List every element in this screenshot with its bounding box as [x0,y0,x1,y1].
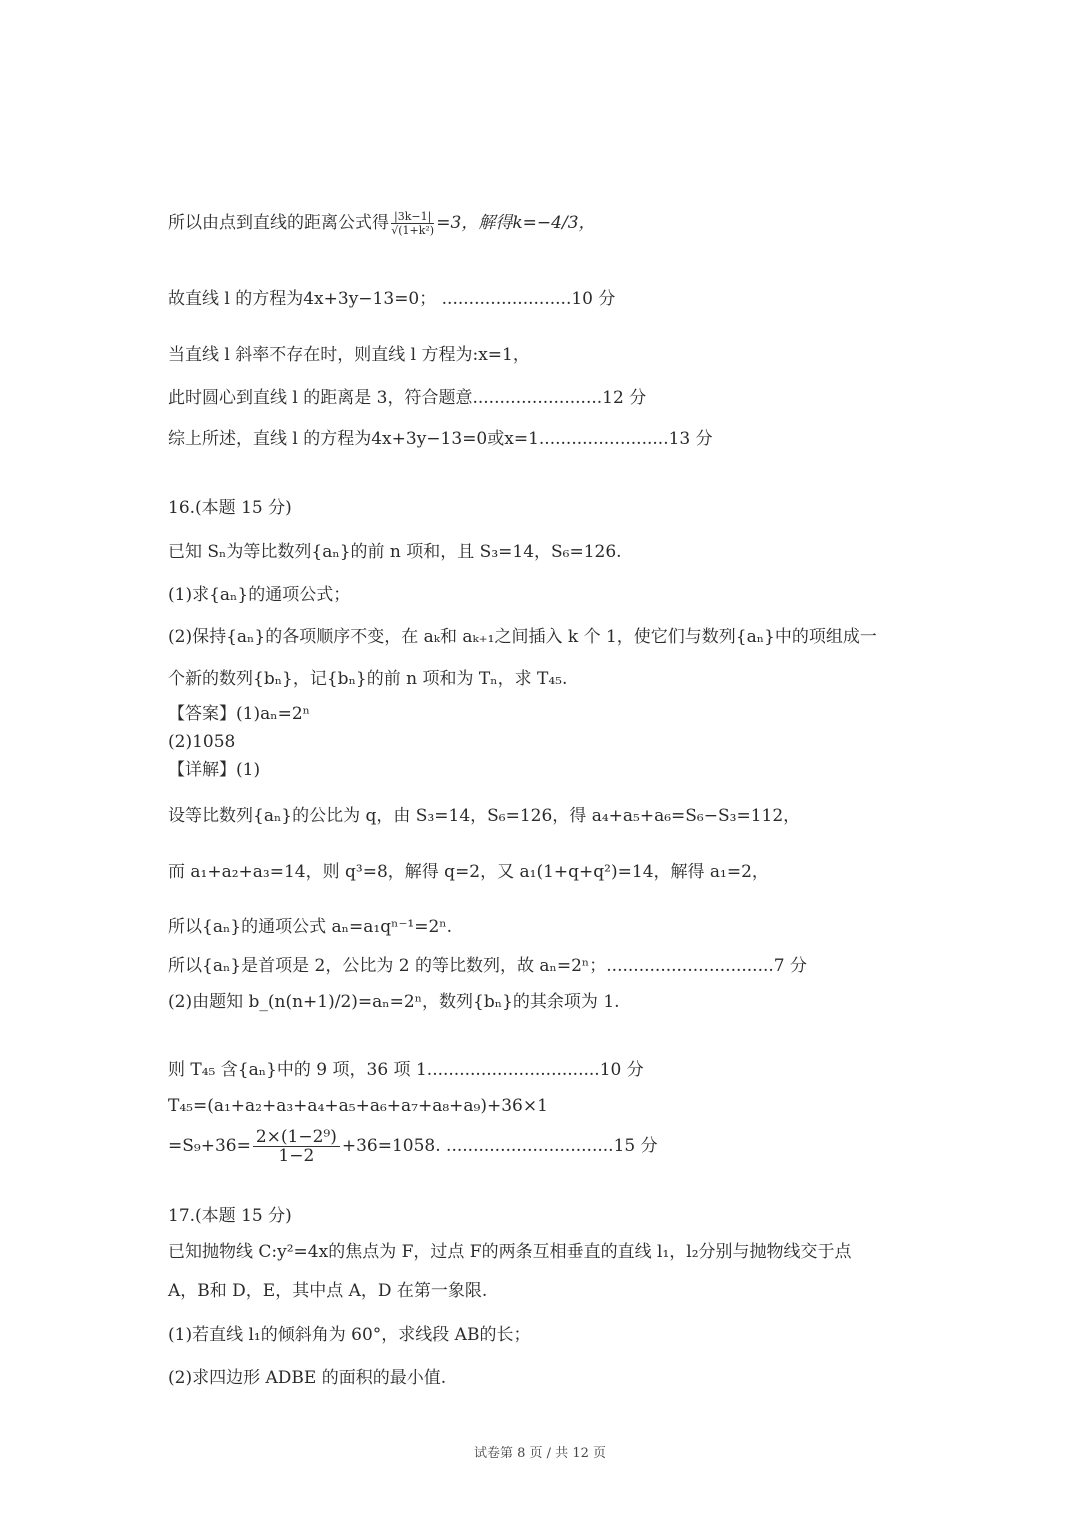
problem-17-part-1 [168,1323,530,1347]
line-text: 16.(本题 15 分) [168,498,292,518]
distance-check-line [168,386,646,410]
distance-formula-line [168,210,596,237]
line-text: 故直线 l 的方程为4x+3y−13=0； [168,289,437,309]
line-text: =3，解得k=−4/3， [436,213,596,233]
fraction-numerator: 2×(1−2⁹) [253,1128,340,1147]
line-text: +36=1058. [341,1136,441,1156]
solution-sum-expansion [168,1094,548,1118]
solution-step-3 [168,915,452,939]
line-text: (1)若直线 l₁的倾斜角为 60°，求线段 AB的长； [168,1325,531,1345]
line-text: 17.(本题 15 分) [168,1206,292,1226]
line-text: (2)1058 [168,732,236,752]
line-text: 【详解】(1) [168,760,261,780]
solution-step-1 [168,804,800,828]
score-marker: ...............................10 分 [432,1060,644,1080]
line-text: 所以由点到直线的距离公式得 [168,213,389,233]
solution-step-4 [168,954,807,978]
answer-line-2 [168,730,235,754]
problem-16-part-1 [168,583,350,607]
score-marker: ...............................15 分 [446,1136,658,1156]
line-text: (2)求四边形 ADBE 的面积的最小值. [168,1368,447,1388]
line-text: 所以{aₙ}是首项是 2，公比为 2 的等比数列，故 aₙ=2ⁿ； [168,956,607,976]
line-text: 此时圆心到直线 l 的距离是 3，符合题意 [168,388,473,408]
answer-line [168,702,310,726]
explanation-heading [168,758,260,782]
line-text: 已知 Sₙ为等比数列{aₙ}的前 n 项和，且 S₃=14，S₆=126. [168,542,622,562]
score-marker: ........................13 分 [538,429,713,449]
line-text: 设等比数列{aₙ}的公比为 q，由 S₃=14，S₆=126，得 a₄+a₅+a₆=S₆−S₃=112， [168,806,801,826]
line-text: A，B和 D，E，其中点 A，D 在第一象限. [168,1281,488,1301]
problem-17-statement-cont [168,1279,487,1303]
sum-fraction [253,1128,340,1165]
distance-fraction [391,210,434,237]
line-equation-1 [168,287,615,311]
line-text: 个新的数列{bₙ}，记{bₙ}的前 n 项和为 Tₙ，求 T₄₅. [168,669,568,689]
vertical-line-case [168,343,530,367]
solution-part-2-intro [168,990,620,1014]
line-text: 已知抛物线 C:y²=4x的焦点为 F，过点 F的两条互相垂直的直线 l₁，l₂分别与抛物线交于点 [168,1242,852,1262]
page-footer: 试卷第 8 页 / 共 12 页 [474,1446,606,1461]
solution-part-2-count [168,1058,644,1082]
line-text: 所以{aₙ}的通项公式 aₙ=a₁qⁿ⁻¹=2ⁿ. [168,917,453,937]
score-marker: ........................10 分 [441,289,616,309]
solution-sum-result [168,1126,658,1166]
line-text: 则 T₄₅ 含{aₙ}中的 9 项，36 项 1. [168,1060,433,1080]
summary-line [168,427,713,451]
problem-16-part-2-cont [168,667,567,691]
fraction-denominator: √(1+k²) [391,224,435,237]
fraction-denominator: 1−2 [278,1146,315,1166]
score-marker: ........................12 分 [472,388,647,408]
line-text: T₄₅=(a₁+a₂+a₃+a₄+a₅+a₆+a₇+a₈+a₉)+36×1 [168,1096,548,1116]
problem-17-heading [168,1204,292,1228]
line-text: =S₉+36= [168,1136,251,1156]
line-text: (1)求{aₙ}的通项公式； [168,585,351,605]
problem-16-statement [168,540,622,564]
solution-step-2 [168,860,769,884]
problem-16-part-2 [168,625,877,649]
problem-16-heading [168,496,292,520]
problem-17-statement [168,1240,852,1264]
problem-17-part-2 [168,1366,446,1390]
line-text: (2)由题知 b_(n(n+1)/2)=aₙ=2ⁿ，数列{bₙ}的其余项为 1. [168,992,620,1012]
score-marker: ...............................7 分 [606,956,808,976]
line-text: (2)保持{aₙ}的各项顺序不变，在 aₖ和 aₖ₊₁之间插入 k 个 1，使它们与数列{aₙ}中的项组成一 [168,627,877,647]
line-text: 当直线 l 斜率不存在时，则直线 l 方程为:x=1， [168,345,530,365]
line-text: 【答案】(1)aₙ=2ⁿ [168,704,310,724]
line-text: 综上所述，直线 l 的方程为4x+3y−13=0或x=1 [168,429,539,449]
line-text: 而 a₁+a₂+a₃=14，则 q³=8，解得 q=2，又 a₁(1+q+q²)=14，解得 a₁=2， [168,862,769,882]
fraction-numerator: |3k−1| [391,210,434,224]
